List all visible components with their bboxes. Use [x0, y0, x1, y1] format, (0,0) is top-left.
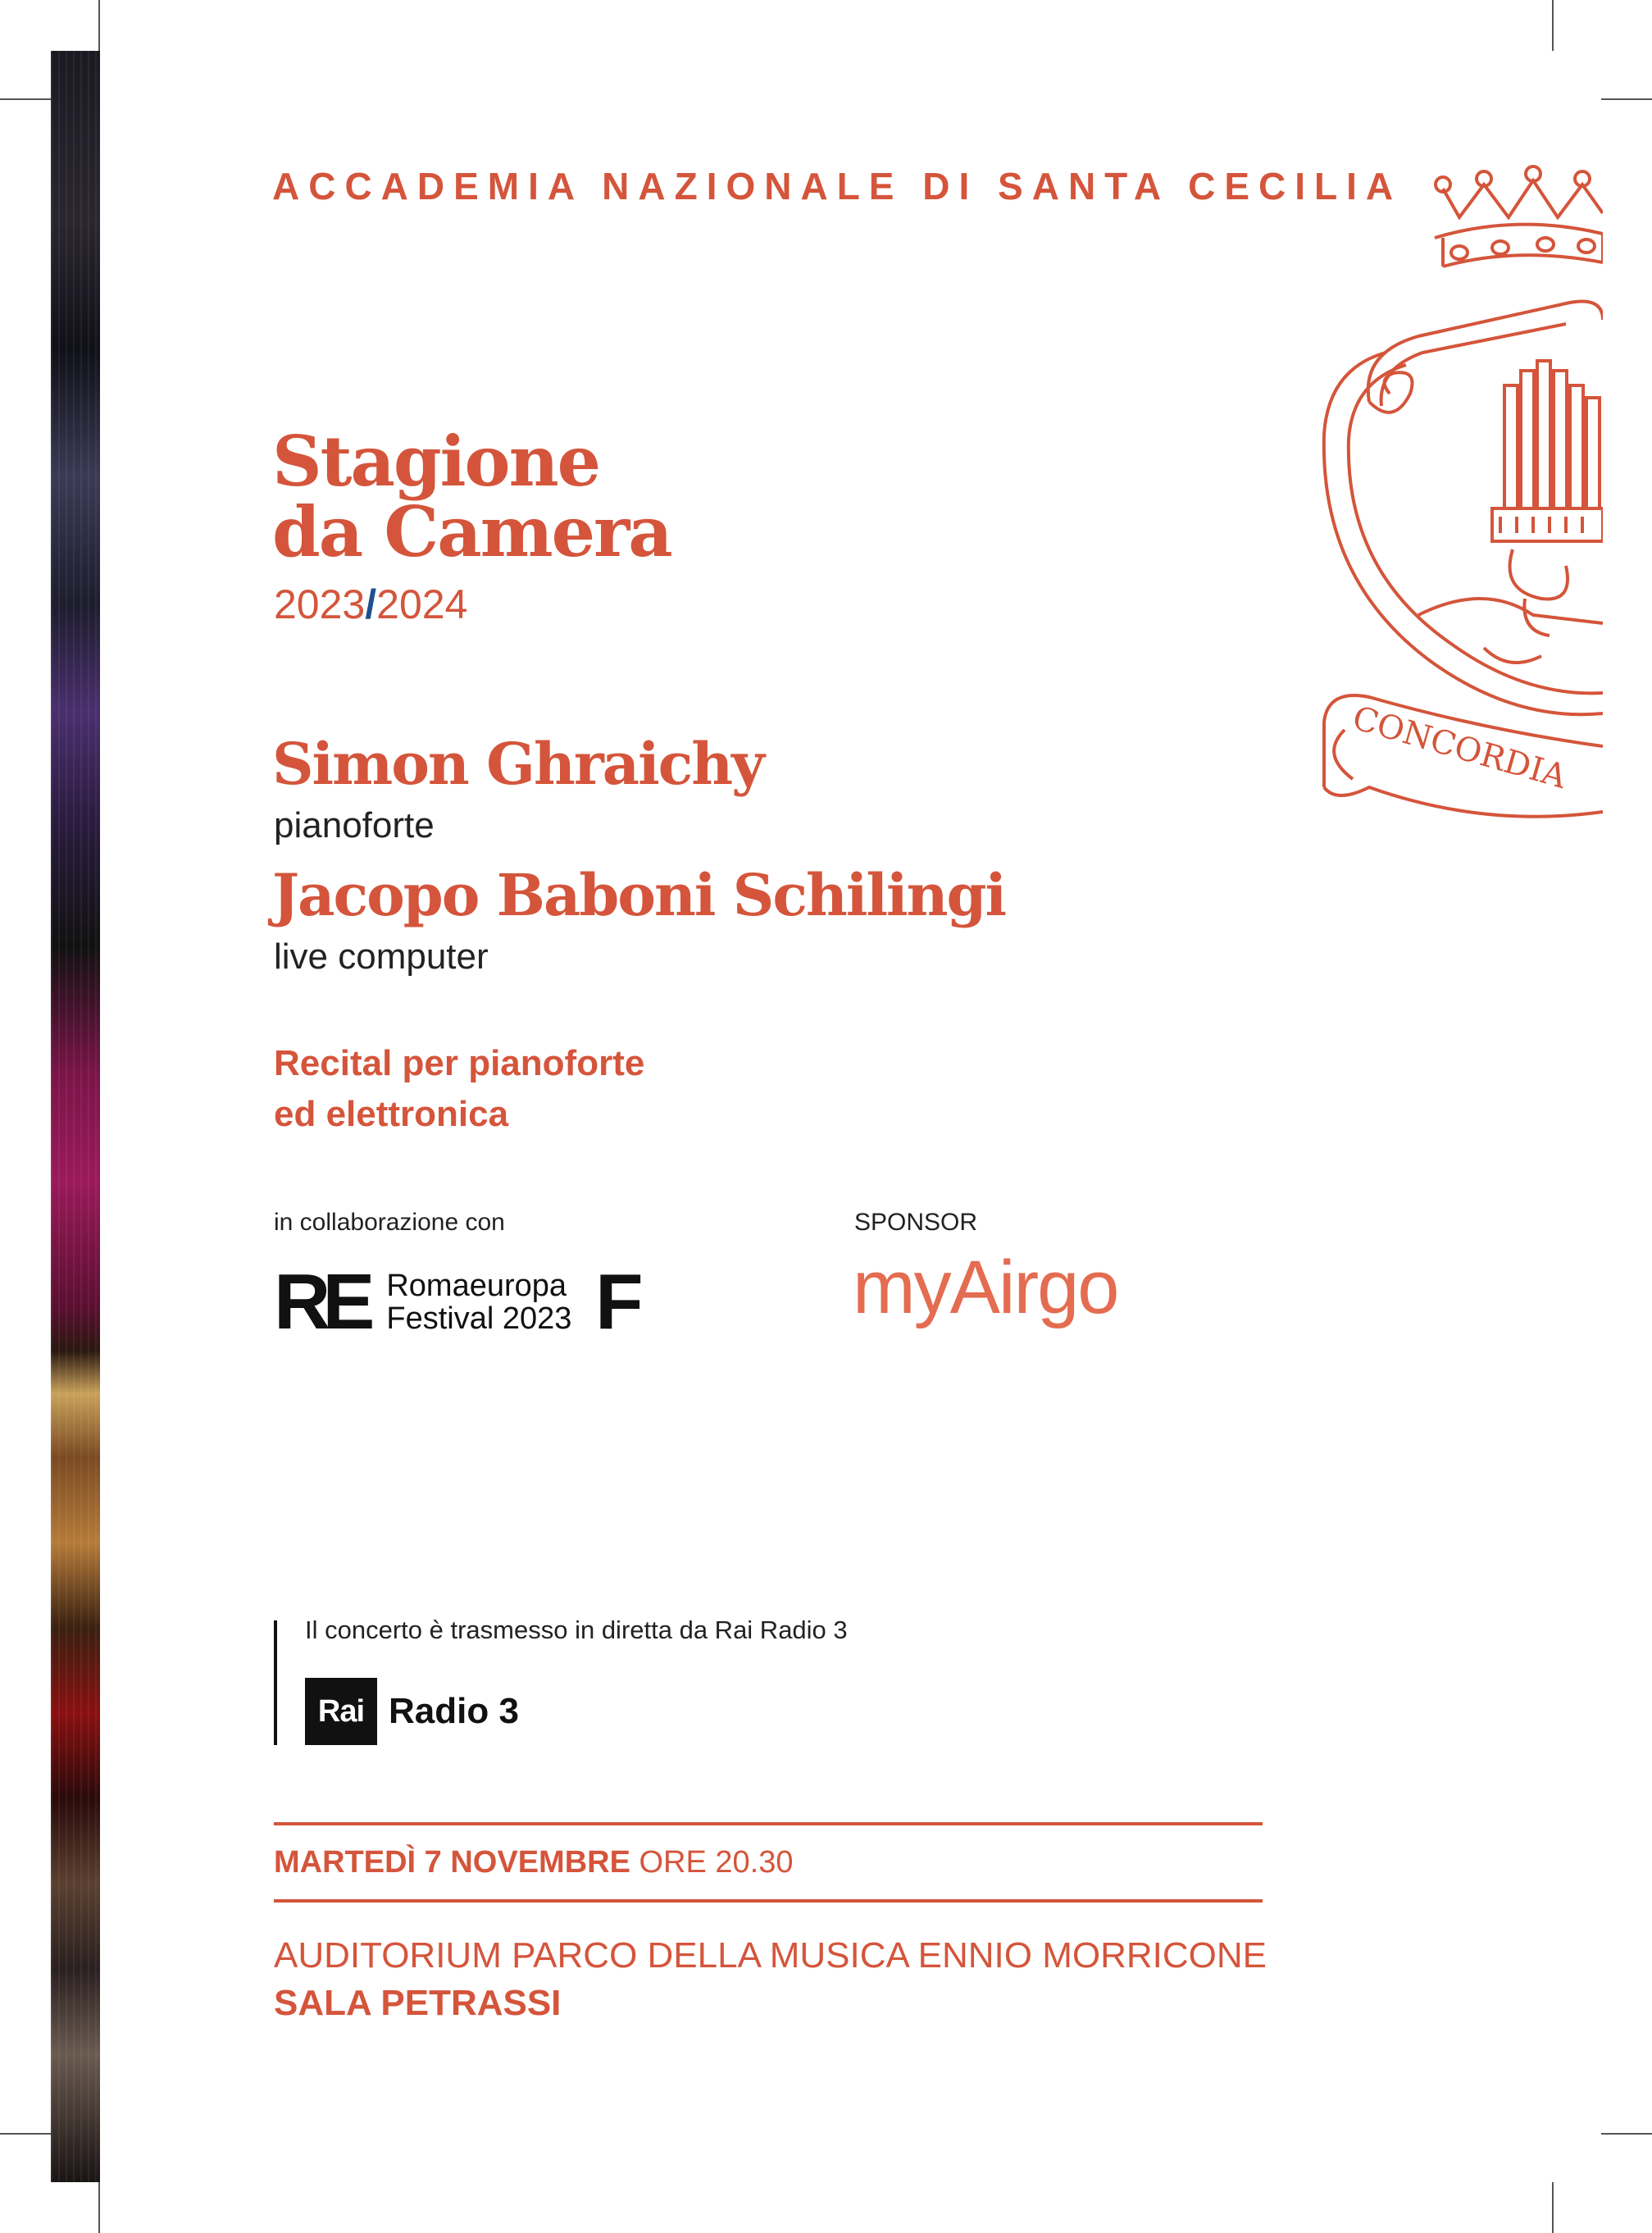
program-line2: ed elettronica	[274, 1094, 509, 1134]
season-title	[272, 421, 671, 572]
program-line1: Recital per pianoforte	[274, 1043, 645, 1083]
performer-role: pianoforte	[274, 805, 435, 845]
event-datetime	[274, 1845, 793, 1880]
season-title-line1: Stagione	[272, 421, 600, 502]
broadcast-text: Il concerto è trasmesso in diretta da Rai Radio 3	[305, 1616, 848, 1644]
romaeuropa-f-mark: F	[595, 1258, 644, 1346]
season-years	[274, 581, 467, 628]
year-start: 2023	[274, 581, 366, 627]
venue-hall: SALA PETRASSI	[274, 1983, 562, 2023]
program-title	[274, 1038, 644, 1140]
event-time: ORE 20.30	[639, 1845, 794, 1880]
year-end: 2024	[376, 581, 468, 627]
romaeuropa-text	[386, 1269, 571, 1335]
rai-radio3-logo	[305, 1678, 519, 1745]
collab-label: in collaborazione con	[274, 1209, 505, 1236]
photo-strip	[51, 51, 100, 2182]
sponsor-logo: myAirgo	[853, 1246, 1118, 1329]
crop-mark	[0, 98, 51, 100]
broadcast-divider	[274, 1620, 277, 1745]
performer-name: Simon Ghraichy	[272, 730, 763, 798]
performer-name: Jacopo Baboni Schilingi	[272, 861, 1006, 929]
crop-mark	[1552, 2182, 1554, 2233]
crop-mark	[0, 2133, 51, 2135]
year-separator: /	[365, 581, 377, 627]
crop-mark	[1601, 98, 1652, 100]
crop-mark	[1601, 2133, 1652, 2135]
romaeuropa-line1: Romaeuropa	[386, 1269, 567, 1303]
academy-name: ACCADEMIA NAZIONALE DI SANTA CECILIA	[272, 165, 1403, 207]
event-date: MARTEDÌ 7 NOVEMBRE	[274, 1845, 630, 1880]
romaeuropa-line2: Festival 2023	[386, 1301, 572, 1336]
venue-block	[274, 1932, 1267, 2027]
rai-logo-box: Rai	[305, 1678, 377, 1745]
crown-organ-emblem-icon	[1320, 156, 1603, 853]
sponsor-label: SPONSOR	[854, 1209, 978, 1236]
crop-mark	[98, 2182, 100, 2233]
crop-mark	[98, 0, 100, 51]
divider-bottom	[274, 1899, 1263, 1903]
season-title-line2: da Camera	[272, 491, 671, 572]
divider-top	[274, 1822, 1263, 1825]
radio3-text: Radio 3	[389, 1691, 519, 1731]
romaeuropa-mark: RE	[274, 1258, 367, 1346]
venue-name: AUDITORIUM PARCO DELLA MUSICA ENNIO MORRICONE	[274, 1935, 1267, 1976]
crop-mark	[1552, 0, 1554, 51]
performer-role: live computer	[274, 936, 489, 977]
romaeuropa-logo	[274, 1258, 572, 1346]
motto-text: CONCORDIA	[1348, 699, 1571, 796]
